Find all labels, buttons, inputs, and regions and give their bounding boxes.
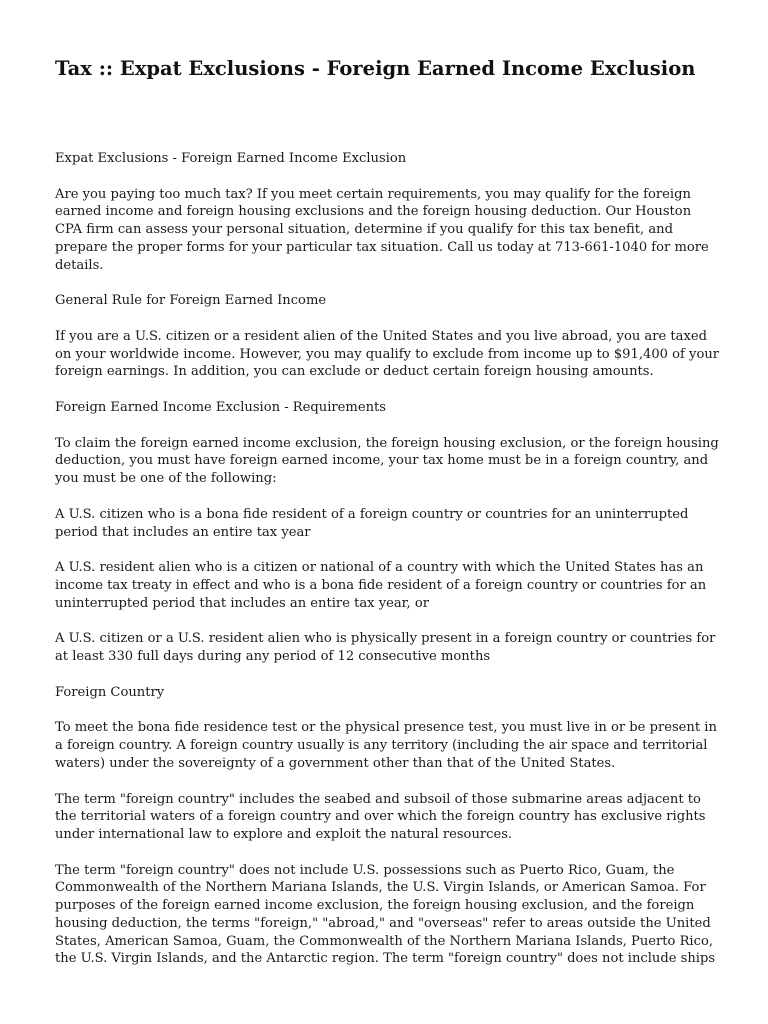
intro-paragraph: Are you paying too much tax? If you meet certain requirements, you may qualify for the foreign earned income and foreign housing exclusions and the foreign housing deduction. Our Houston CPA firm can assess your personal situation, determine if you qualify for this tax benefit, and prepare the proper forms for your particular tax situation. Call us today at 713-661-1040 for more details. (55, 186, 709, 273)
requirement-item: A U.S. citizen or a U.S. resident alien who is physically present in a foreign country or countries for at least 330 full days during any period of 12 consecutive months (55, 631, 716, 665)
foreign-country-paragraph: The term "foreign country" does not include U.S. possessions such as Puerto Rico, Guam, the Commonwealth of the Northern Mariana Islands, the U.S. Virgin Islands, or American Samoa. For purposes of the foreign earned income exclusion, the foreign housing exclusion, and the foreign housing deduction, the terms "foreign," "abroad," and "overseas" refer to areas outside the United States, American Samoa, Guam, the Commonwealth of the Northern Mariana Islands, Puerto Rico, the U.S. Virgin Islands, and the Antarctic region. The term "foreign country" does not include ships (55, 862, 716, 967)
page-title: Tax :: Expat Exclusions - Foreign Earned Income Exclusion (55, 57, 696, 80)
requirement-item: A U.S. citizen who is a bona fide resident of a foreign country or countries for an uninterrupted period that includes an entire tax year (55, 506, 689, 540)
foreign-country-paragraph: The term "foreign country" includes the seabed and subsoil of those submarine areas adjacent to the territorial waters of a foreign country and over which the foreign country has exclusive rights under international law to explore and exploit the natural resources. (55, 791, 706, 842)
document-body (55, 150, 720, 986)
requirements-paragraph: To claim the foreign earned income exclusion, the foreign housing exclusion, or the foreign housing deduction, you must have foreign earned income, your tax home must be in a foreign country, and you must be one of the following: (55, 435, 719, 487)
requirement-item: A U.S. resident alien who is a citizen or national of a country with which the United States has an income tax treaty in effect and who is a bona fide resident of a foreign country or countries for an uninterrupted period that includes an entire tax year, or (55, 560, 707, 611)
section-heading-foreign-country: Foreign Country (55, 684, 165, 700)
section-heading-intro: Expat Exclusions - Foreign Earned Income Exclusion (55, 151, 407, 166)
section-heading-general-rule: General Rule for Foreign Earned Income (55, 293, 327, 309)
section-heading-requirements: Foreign Earned Income Exclusion - Requirements (55, 400, 386, 416)
foreign-country-paragraph: To meet the bona fide residence test or the physical presence test, you must live in or be present in a foreign country. A foreign country usually is any territory (including the air space and territorial waters) under the sovereignty of a government other than that of the United States. (55, 720, 717, 771)
general-rule-paragraph: If you are a U.S. citizen or a resident alien of the United States and you live abroad, you are taxed on your worldwide income. However, you may qualify to exclude from income up to $91,400 of your foreign earnings. In addition, you can exclude or deduct certain foreign housing amounts. (55, 328, 720, 380)
